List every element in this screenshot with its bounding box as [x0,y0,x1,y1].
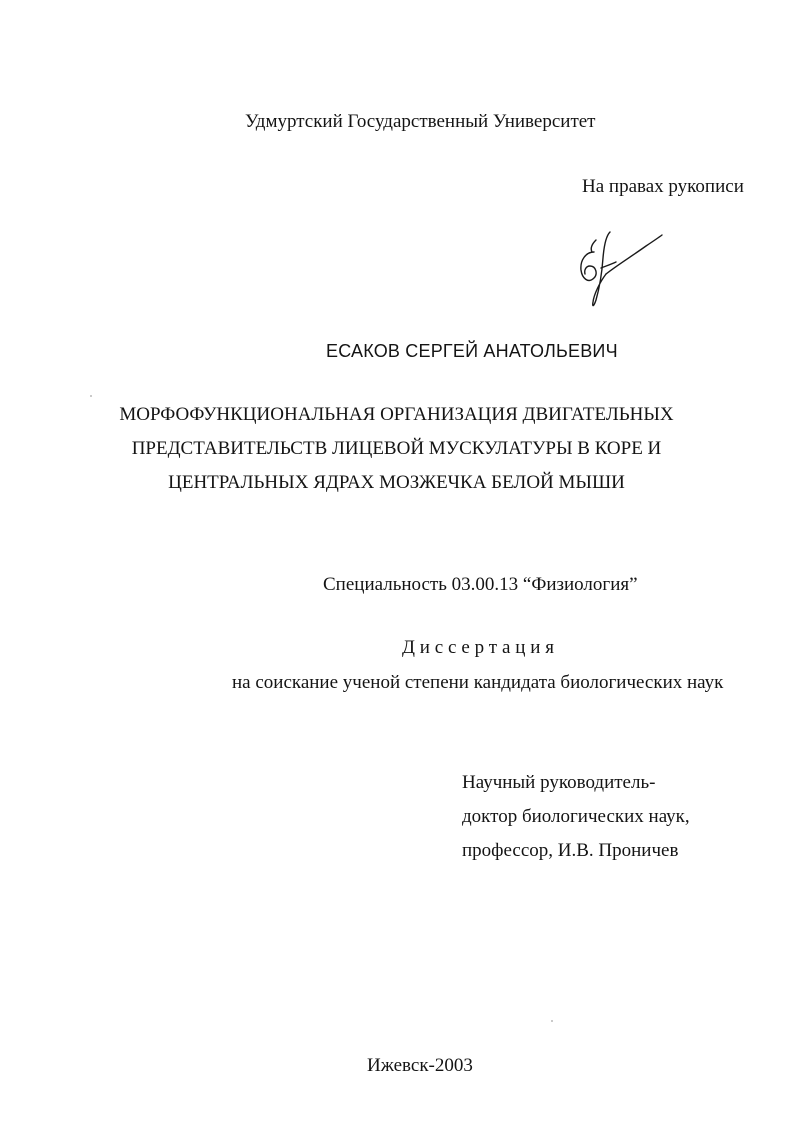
signature-stroke-4 [606,235,662,274]
thesis-title-line: ЦЕНТРАЛЬНЫХ ЯДРАХ МОЗЖЕЧКА БЕЛОЙ МЫШИ [168,472,625,493]
university-name: Удмуртский Государственный Университет [245,111,596,132]
handwritten-signature [572,222,672,310]
advisor-line: Научный руководитель- [462,772,656,793]
advisor-line: доктор биологических наук, [462,806,690,827]
degree-purpose: на соискание ученой степени кандидата биологических наук [232,672,724,693]
advisor-line: профессор, И.В. Проничев [462,840,679,861]
scan-speck [551,1020,553,1022]
thesis-title-line: ПРЕДСТАВИТЕЛЬСТВ ЛИЦЕВОЙ МУСКУЛАТУРЫ В КОРЕ И [131,438,662,459]
specialty-line: Специальность 03.00.13 “Физиология” [323,574,638,595]
signature-stroke-2 [591,240,596,252]
signature-stroke-1 [581,252,596,280]
rights-note: На правах рукописи [582,176,744,197]
thesis-type: Диссертация [402,637,559,658]
scan-speck [90,395,92,397]
thesis-title-line: МОРФОФУНКЦИОНАЛЬНАЯ ОРГАНИЗАЦИЯ ДВИГАТЕЛЬНЫХ [119,404,674,425]
city-year: Ижевск-2003 [367,1055,473,1076]
author-name: ЕСАКОВ СЕРГЕЙ АНАТОЛЬЕВИЧ [326,341,618,361]
